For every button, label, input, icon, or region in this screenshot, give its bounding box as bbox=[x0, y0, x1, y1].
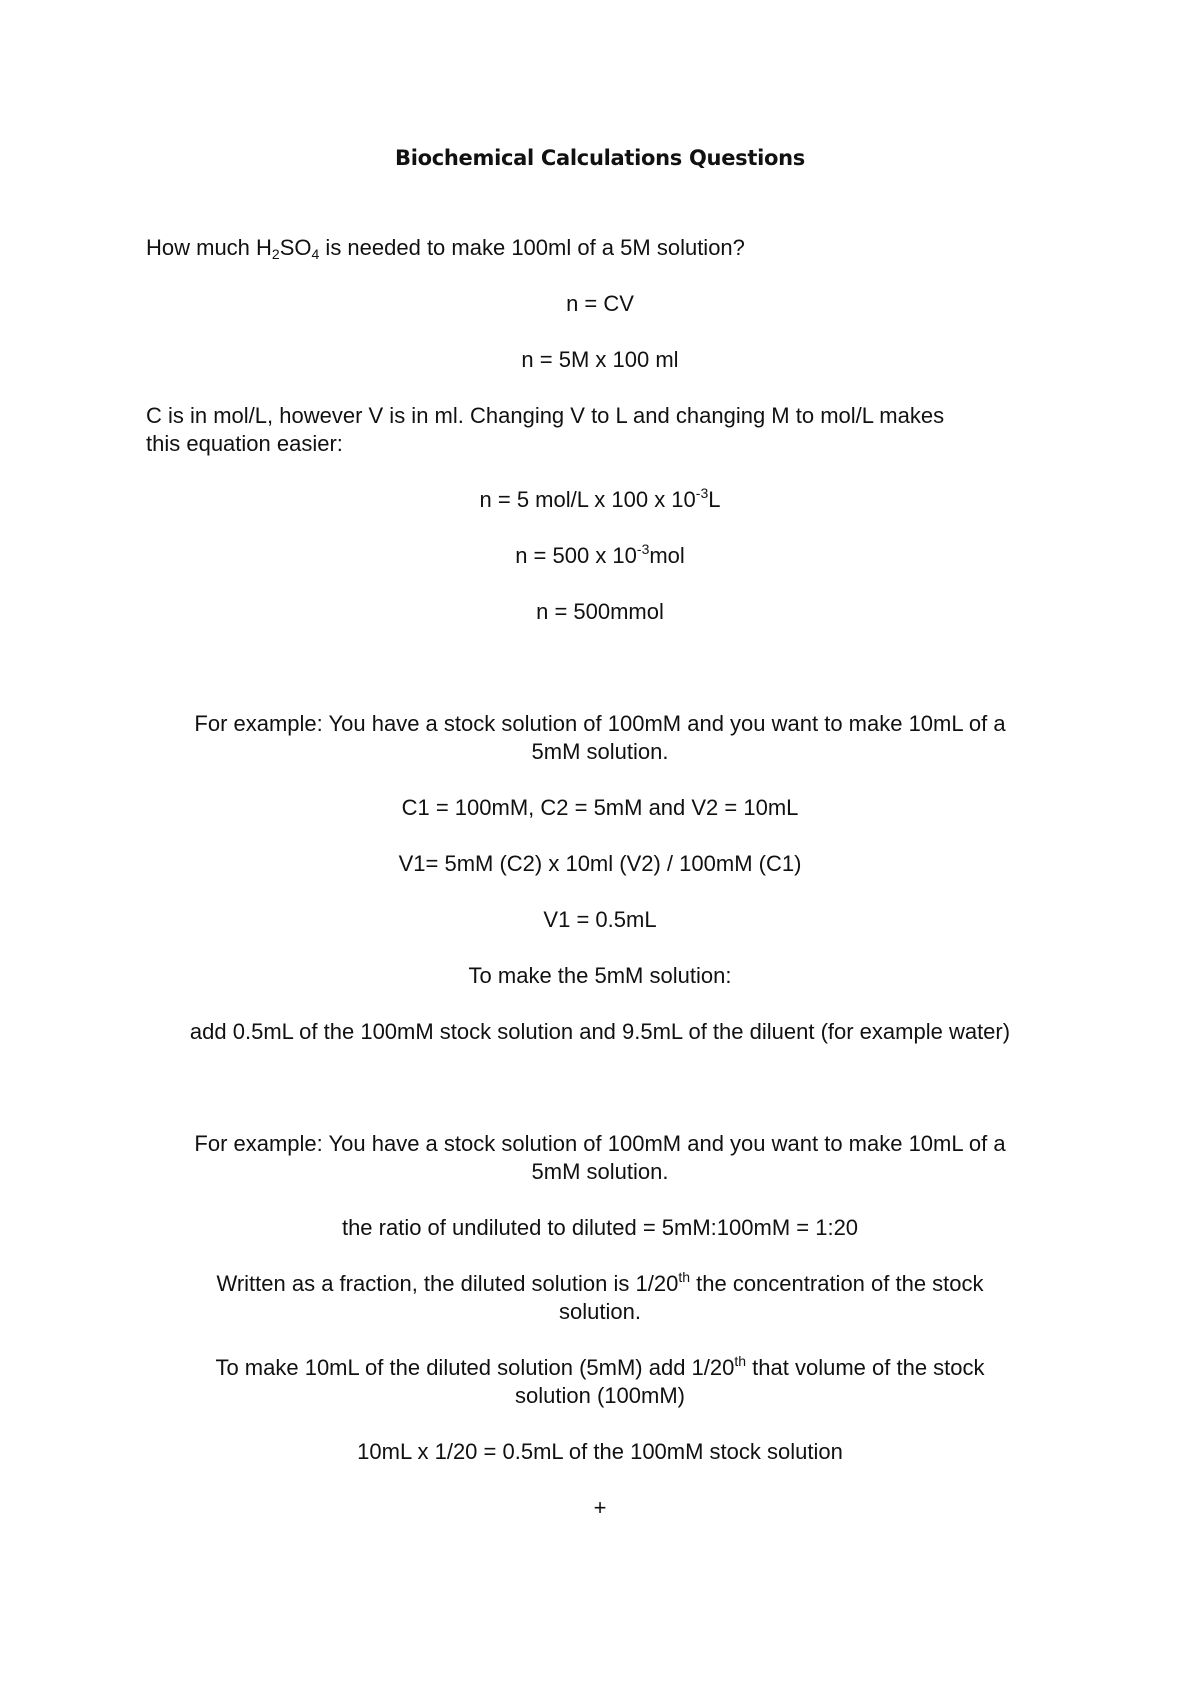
example1-formula: V1= 5mM (C2) x 10ml (V2) / 100mM (C1) bbox=[398, 851, 802, 876]
example2-fraction-line-2: solution. bbox=[559, 1299, 641, 1324]
plus-sign: + bbox=[593, 1495, 607, 1520]
note-line-2: this equation easier: bbox=[146, 431, 343, 456]
example2-make-line-2: solution (100mM) bbox=[515, 1383, 685, 1408]
example1-to-make: To make the 5mM solution: bbox=[468, 963, 732, 988]
example2-make: To make 10mL of the diluted solution (5mM) add 1/20th that volume of the stock bbox=[215, 1353, 985, 1380]
equation-n-500mmol: n = 500mmol bbox=[536, 599, 664, 624]
page-title: Biochemical Calculations Questions bbox=[395, 146, 805, 170]
equation-n-cv: n = CV bbox=[566, 291, 634, 316]
example1-result: V1 = 0.5mL bbox=[543, 907, 657, 932]
example2-line-1: For example: You have a stock solution of 100mM and you want to make 10mL of a bbox=[194, 1131, 1006, 1156]
equation-n-500: n = 500 x $10^{-3}mol$ bbox=[515, 541, 685, 568]
example1-line-1: For example: You have a stock solution of 100mM and you want to make 10mL of a bbox=[194, 711, 1006, 736]
example2-ratio: the ratio of undiluted to diluted = 5mM:100mM = 1:20 bbox=[341, 1215, 859, 1240]
example2-fraction: Written as a fraction, the diluted solution is 1/20th the concentration of the stock bbox=[216, 1269, 984, 1296]
note-line-1: C is in mol/L, however V is in ml. Changing V to L and changing M to mol/L makes bbox=[146, 403, 945, 428]
equation-n-5mol: n = 5 mol/L x 100 x $10^{-3}L$ bbox=[479, 485, 721, 512]
example1-instruction: add 0.5mL of the 100mM stock solution and 9.5mL of the diluent (for example water) bbox=[189, 1019, 1011, 1044]
equation-n-5m-100ml: n = 5M x 100 ml bbox=[521, 347, 679, 372]
example2-calc: 10mL x 1/20 = 0.5mL of the 100mM stock solution bbox=[357, 1439, 843, 1464]
example1-givens: C1 = 100mM, C2 = 5mM and V2 = 10mL bbox=[401, 795, 799, 820]
example2-line-2: 5mM solution. bbox=[531, 1159, 669, 1184]
example1-line-2: 5mM solution. bbox=[531, 739, 669, 764]
question-text: How much $H_2SO_4$ is needed to make 100ml of a 5M solution? bbox=[146, 235, 745, 262]
